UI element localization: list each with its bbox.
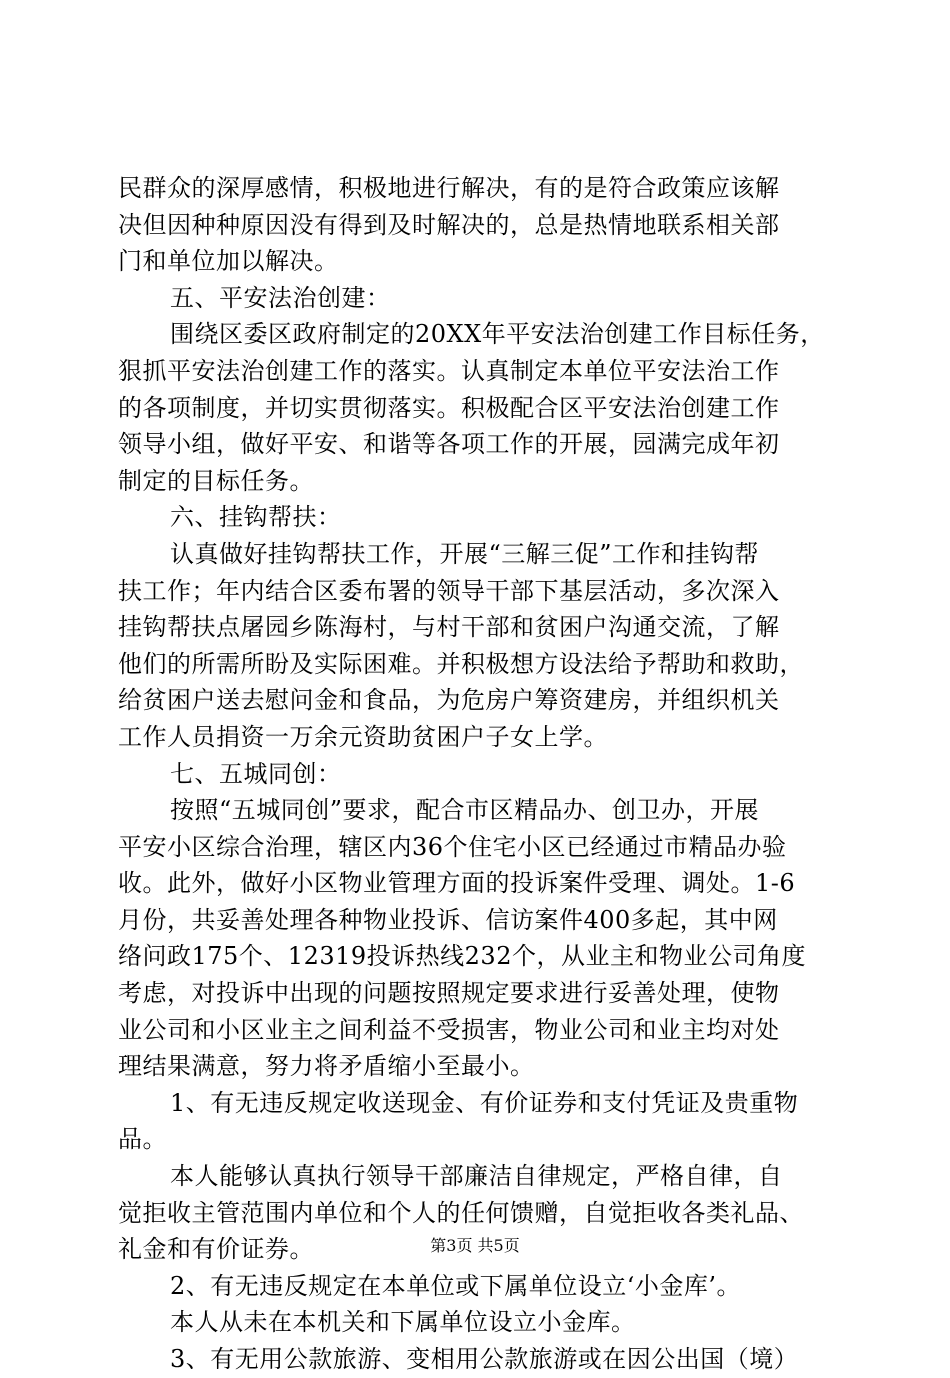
text-line: 收。此外，做好小区物业管理方面的投诉案件受理、调处。1-6 bbox=[118, 869, 796, 898]
text-line: 本人从未在本机关和下属单位设立小金库。 bbox=[170, 1308, 636, 1337]
text-line: 五、平安法治创建： bbox=[170, 283, 391, 312]
document-body bbox=[118, 170, 838, 1378]
text-line: 品。 bbox=[118, 1125, 167, 1154]
text-line: 本人能够认真执行领导干部廉洁自律规定，严格自律，自 bbox=[170, 1162, 783, 1191]
text-line: 制定的目标任务。 bbox=[118, 466, 314, 495]
text-line: 工作人员捐资一万余元资助贫困户子女上学。 bbox=[118, 722, 608, 751]
text-line: 觉拒收主管范围内单位和个人的任何馈赠，自觉拒收各类礼品、 bbox=[118, 1198, 804, 1227]
text-line: 2、有无违反规定在本单位或下属单位设立‘小金库’。 bbox=[170, 1271, 742, 1300]
text-line: 狠抓平安法治创建工作的落实。认真制定本单位平安法治工作 bbox=[118, 356, 780, 385]
text-line: 平安小区综合治理，辖区内36个住宅小区已经通过市精品办验 bbox=[118, 832, 787, 861]
text-line: 的各项制度，并切实贯彻落实。积极配合区平安法治创建工作 bbox=[118, 393, 780, 422]
text-line: 六、挂钩帮扶： bbox=[170, 503, 342, 532]
text-line: 给贫困户送去慰问金和食品，为危房户筹资建房，并组织机关 bbox=[118, 686, 780, 715]
text-line: 门和单位加以解决。 bbox=[118, 247, 339, 276]
text-line: 月份，共妥善处理各种物业投诉、信访案件400多起，其中网 bbox=[118, 905, 778, 934]
text-line: 民群众的深厚感情，积极地进行解决，有的是符合政策应该解 bbox=[118, 174, 780, 202]
page-footer: 第3页 共5页 bbox=[430, 1236, 520, 1255]
text-line: 挂钩帮扶点屠园乡陈海村，与村干部和贫困户沟通交流，了解 bbox=[118, 613, 780, 642]
text-line: 按照“五城同创”要求，配合市区精品办、创卫办，开展 bbox=[170, 796, 760, 825]
text-line: 扶工作；年内结合区委布署的领导干部下基层活动，多次深入 bbox=[118, 576, 780, 605]
text-line: 考虑，对投诉中出现的问题按照规定要求进行妥善处理，使物 bbox=[118, 979, 780, 1008]
text-line: 围绕区委区政府制定的20XX年平安法治创建工作目标任务， bbox=[170, 320, 825, 349]
text-line: 认真做好挂钩帮扶工作，开展“三解三促”工作和挂钩帮 bbox=[170, 539, 760, 568]
text-line: 1、有无违反规定收送现金、有价证券和支付凭证及贵重物 bbox=[170, 1088, 799, 1117]
text-line: 业公司和小区业主之间利益不受损害，物业公司和业主均对处 bbox=[118, 1015, 780, 1044]
text-line: 礼金和有价证券。 bbox=[118, 1235, 314, 1264]
text-line: 络问政175个、12319投诉热线232个，从业主和物业公司角度 bbox=[118, 942, 806, 971]
text-line: 七、五城同创： bbox=[170, 759, 342, 788]
text-line: 3、有无用公款旅游、变相用公款旅游或在因公出国（境） bbox=[170, 1345, 799, 1373]
text-line: 领导小组，做好平安、和谐等各项工作的开展，园满完成年初 bbox=[118, 430, 780, 459]
text-line: 决但因种种原因没有得到及时解决的，总是热情地联系相关部 bbox=[118, 210, 780, 239]
text-line: 理结果满意，努力将矛盾缩小至最小。 bbox=[118, 1052, 535, 1081]
text-line: 他们的所需所盼及实际困难。并积极想方设法给予帮助和救助， bbox=[118, 649, 804, 678]
